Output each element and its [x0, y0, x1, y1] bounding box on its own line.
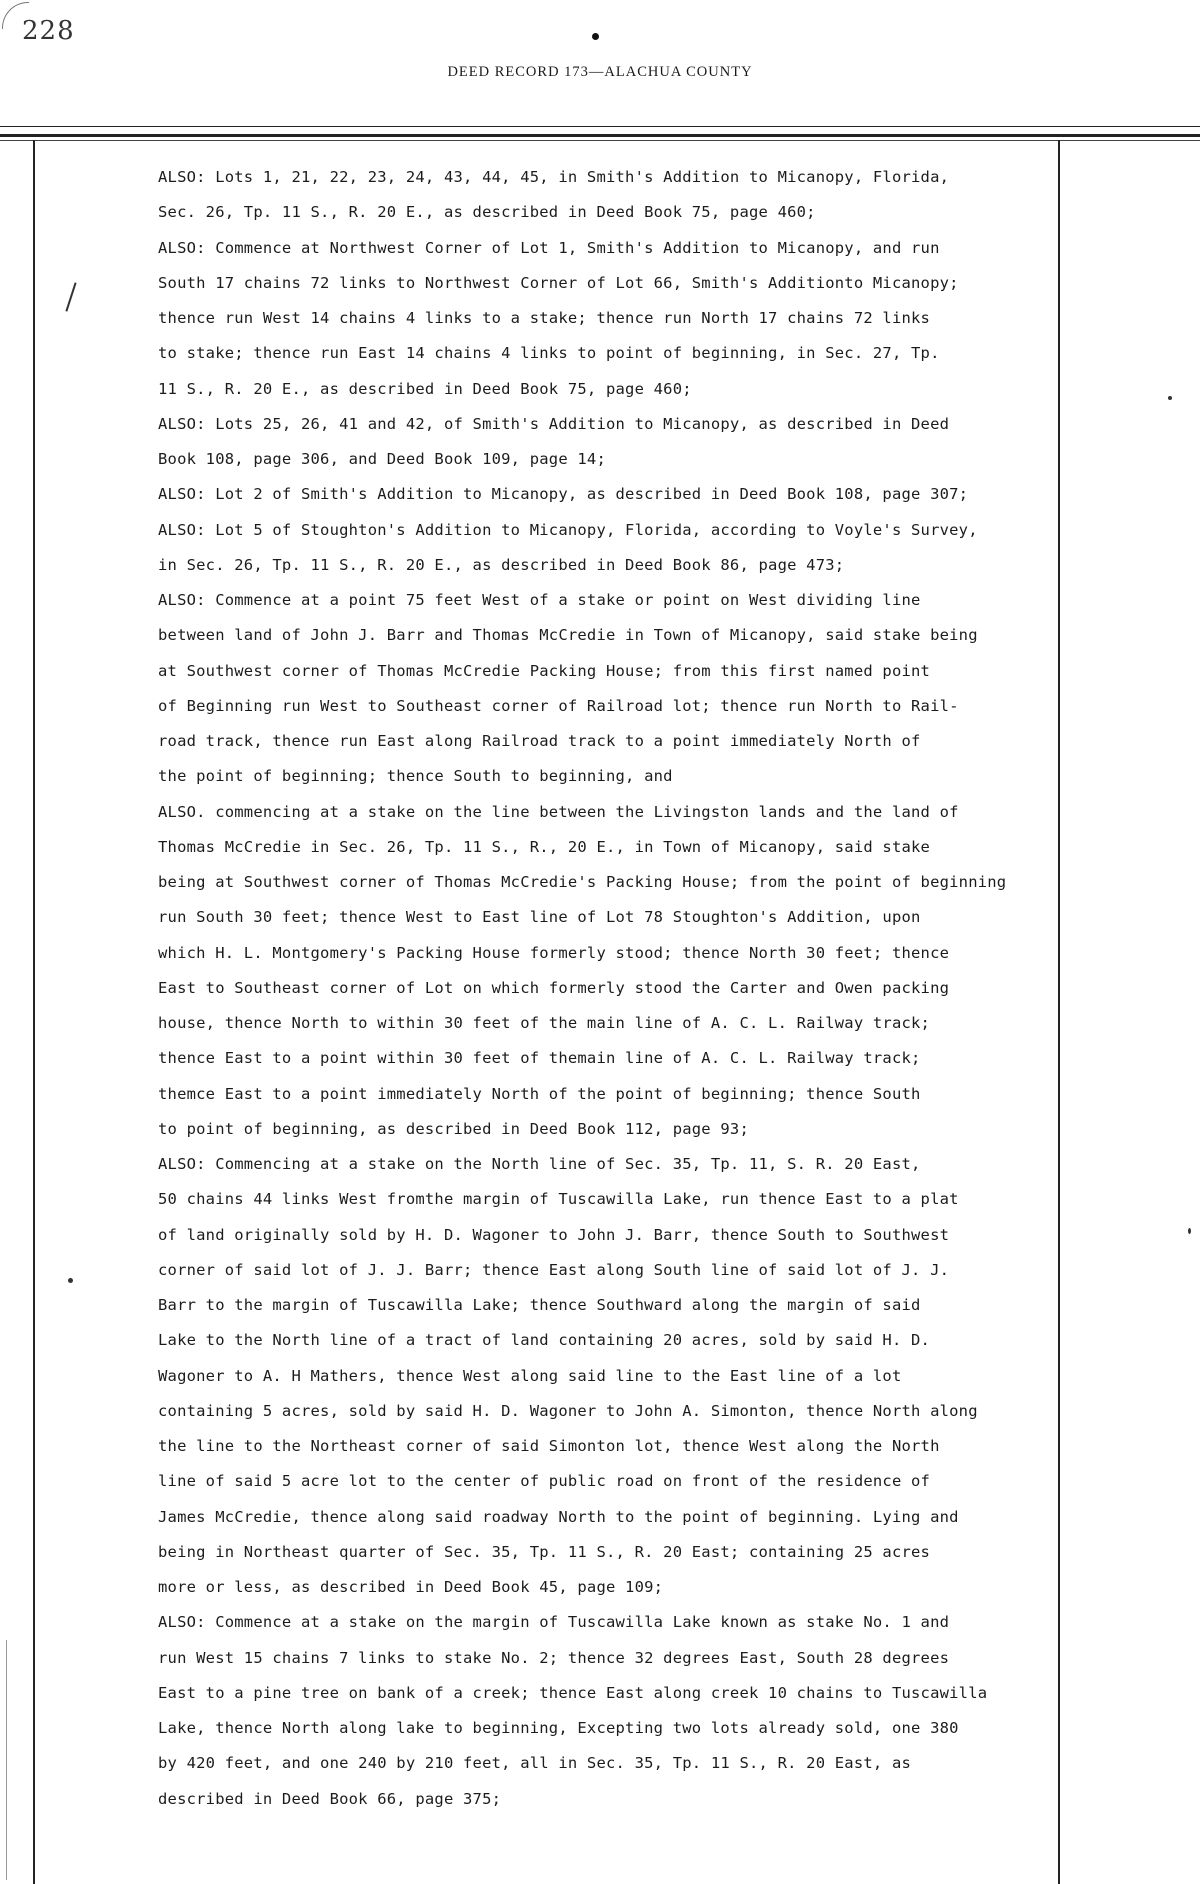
deed-text-line: run West 15 chains 7 links to stake No. 2; thence 32 degrees East, South 28 degrees [158, 1648, 950, 1667]
deed-text-line: Wagoner to A. H Mathers, thence West along said line to the East line of a lot [158, 1366, 902, 1385]
deed-text-line: ALSO. commencing at a stake on the line between the Livingston lands and the land of [158, 802, 959, 821]
deed-text-line: between land of John J. Barr and Thomas McCredie in Town of Micanopy, said stake being [158, 626, 978, 645]
deed-text-line: in Sec. 26, Tp. 11 S., R. 20 E., as described in Deed Book 86, page 473; [158, 555, 845, 574]
right-margin-rule [1058, 140, 1060, 1884]
deed-text-line: East to a pine tree on bank of a creek; thence East along creek 10 chains to Tuscawilla [158, 1683, 988, 1702]
deed-text-line: Sec. 26, Tp. 11 S., R. 20 E., as described in Deed Book 75, page 460; [158, 203, 816, 222]
deed-text-line: East to Southeast corner of Lot on which formerly stood the Carter and Owen packing [158, 978, 950, 997]
deed-text-line: South 17 chains 72 links to Northwest Corner of Lot 66, Smith's Additionto Micanopy; [158, 273, 959, 292]
margin-check-mark [65, 282, 76, 311]
deed-text-line: to point of beginning, as described in Deed Book 112, page 93; [158, 1119, 749, 1138]
deed-text-line: 11 S., R. 20 E., as described in Deed Book 75, page 460; [158, 379, 692, 398]
binding-edge-rule [6, 1640, 7, 1880]
header-rule-under [0, 140, 1200, 141]
deed-text-line: themce East to a point immediately North of the point of beginning; thence South [158, 1084, 921, 1103]
deed-text-line: 50 chains 44 links West fromthe margin of Tuscawilla Lake, run thence East to a plat [158, 1190, 959, 1209]
deed-text-line: containing 5 acres, sold by said H. D. Wagoner to John A. Simonton, thence North along [158, 1401, 978, 1420]
header-rule-thick [0, 134, 1200, 137]
deed-text-line: Thomas McCredie in Sec. 26, Tp. 11 S., R., 20 E., in Town of Micanopy, said stake [158, 837, 931, 856]
deed-text-line: road track, thence run East along Railroad track to a point immediately North of [158, 732, 921, 750]
deed-text-line: run South 30 feet; thence West to East line of Lot 78 Stoughton's Addition, upon [158, 908, 921, 927]
deed-text-line: which H. L. Montgomery's Packing House formerly stood; thence North 30 feet; thence [158, 943, 950, 962]
deed-text-line: line of said 5 acre lot to the center of public road on front of the residence of [158, 1472, 931, 1491]
deed-text-line: being in Northeast quarter of Sec. 35, Tp. 11 S., R. 20 East; containing 25 acres [158, 1542, 931, 1561]
deed-text-line: Book 108, page 306, and Deed Book 109, page 14; [158, 450, 606, 468]
stray-mark [1188, 1228, 1191, 1234]
deed-record-body [158, 160, 1058, 1817]
deed-text-line: ALSO: Lots 1, 21, 22, 23, 24, 43, 44, 45, in Smith's Addition to Micanopy, Florida, [158, 168, 950, 186]
deed-text-line: the point of beginning; thence South to beginning, and [158, 767, 673, 786]
deed-text-line: by 420 feet, and one 240 by 210 feet, all in Sec. 35, Tp. 11 S., R. 20 East, as [158, 1754, 912, 1773]
left-margin-rule [33, 140, 35, 1884]
header-rule-thin [0, 126, 1200, 127]
deed-text-line: Lake, thence North along lake to beginning, Excepting two lots already sold, one 380 [158, 1719, 959, 1737]
deed-text-line: thence run West 14 chains 4 links to a stake; thence run North 17 chains 72 links [158, 309, 931, 327]
deed-text-line: ALSO: Commence at a point 75 feet West of a stake or point on West dividing line [158, 591, 921, 609]
deed-text-line: being at Southwest corner of Thomas McCredie's Packing House; from the point of beginning [158, 873, 1007, 891]
stray-mark [68, 1278, 73, 1283]
deed-text-line: of Beginning run West to Southeast corner of Railroad lot; thence run North to Rail- [158, 696, 959, 715]
deed-text-line: Lake to the North line of a tract of land containing 20 acres, sold by said H. D. [158, 1331, 931, 1350]
deed-text-line: at Southwest corner of Thomas McCredie Packing House; from this first named point [158, 661, 931, 680]
deed-text-line: described in Deed Book 66, page 375; [158, 1789, 502, 1808]
book-header-title: DEED RECORD 173—ALACHUA COUNTY [447, 64, 753, 80]
deed-text-line: ALSO: Commence at a stake on the margin of Tuscawilla Lake known as stake No. 1 and [158, 1613, 950, 1632]
deed-text-line: more or less, as described in Deed Book 45, page 109; [158, 1578, 664, 1596]
deed-text-line: the line to the Northeast corner of said Simonton lot, thence West along the North [158, 1437, 940, 1455]
deed-text-line: corner of said lot of J. J. Barr; thence East along South line of said lot of J. J. [158, 1260, 950, 1279]
deed-text-line: ALSO: Commencing at a stake on the North line of Sec. 35, Tp. 11, S. R. 20 East, [158, 1155, 921, 1173]
deed-text-line: of land originally sold by H. D. Wagoner to John J. Barr, thence South to Southwest [158, 1225, 950, 1244]
deed-text-line: ALSO: Lot 2 of Smith's Addition to Micanopy, as described in Deed Book 108, page 307; [158, 485, 969, 504]
deed-text-line: James McCredie, thence along said roadway North to the point of beginning. Lying and [158, 1507, 959, 1526]
deed-text-line: to stake; thence run East 14 chains 4 links to point of beginning, in Sec. 27, Tp. [158, 344, 940, 363]
deed-text-line: thence East to a point within 30 feet of themain line of A. C. L. Railway track; [158, 1049, 921, 1068]
deed-text-line: ALSO: Lots 25, 26, 41 and 42, of Smith's Addition to Micanopy, as described in Deed [158, 414, 950, 433]
deed-text-line: ALSO: Lot 5 of Stoughton's Addition to Micanopy, Florida, according to Voyle's Survey, [158, 520, 978, 539]
deed-text-line: ALSO: Commence at Northwest Corner of Lot 1, Smith's Addition to Micanopy, and run [158, 238, 940, 257]
deed-text-line: Barr to the margin of Tuscawilla Lake; thence Southward along the margin of said [158, 1296, 921, 1314]
deed-text-line: house, thence North to within 30 feet of the main line of A. C. L. Railway track; [158, 1014, 931, 1032]
stray-mark [1168, 396, 1172, 400]
header-dot-mark [592, 33, 599, 40]
page-number: 228 [22, 16, 75, 46]
